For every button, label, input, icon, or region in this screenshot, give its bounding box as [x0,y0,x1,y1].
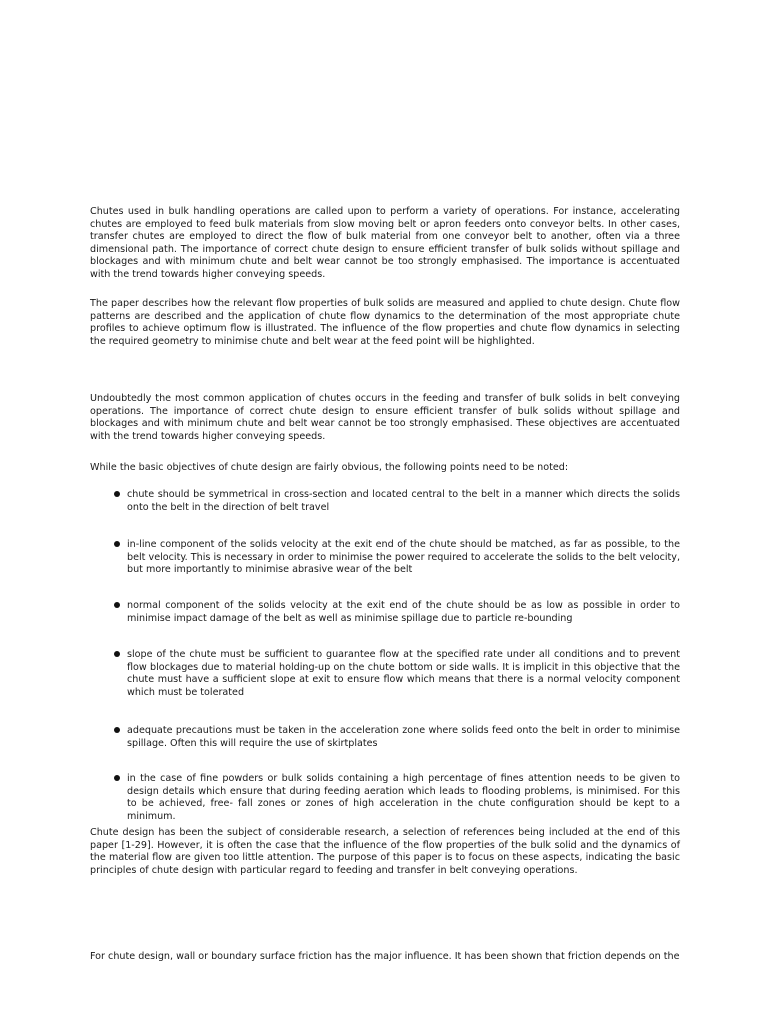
paragraph-introduction: Undoubtedly the most common application of chutes occurs in the feeding and transfer of bulk solids in belt conveying operations. The importance of correct chute design to ensure efficient transfer of bulk solids without spillage and blockages and with minimum chute and belt wear cannot be too strongly emphasised. These objectives are accentuated with the trend towards higher conveying speeds. [90,393,680,442]
bullet-icon [114,602,120,608]
bullet-icon [114,775,120,781]
list-item-text: in-line component of the solids velocity at the exit end of the chute should be matched, as far as possible, to the belt velocity. This is necessary in order to minimise the power required to accelerate the solids to the belt velocity, but more importantly to minimise abrasive wear of the belt [127,539,680,576]
paragraph-intro: Chutes used in bulk handling operations are called upon to perform a variety of operations. For instance, accelerating chutes are employed to feed bulk materials from slow moving belt or apron feeders onto conveyor belts. In other cases, transfer chutes are employed to direct the flow of bulk material from one conveyor belt to another, often via a three dimensional path. The importance of correct chute design to ensure efficient transfer of bulk solids without spillage and blockages and with minimum chute and belt wear cannot be too strongly emphasised. The importance is accentuated with the trend towards higher conveying speeds. [90,206,680,280]
bullet-icon [114,491,120,497]
list-item-text: adequate precautions must be taken in the acceleration zone where solids feed onto the belt in order to minimise spillage. Often this will require the use of skirtplates [127,725,680,749]
paragraph-chute-friction: For chute design, wall or boundary surface friction has the major influence. It has been shown that friction depends on the [90,951,680,962]
list-item-text: in the case of fine powders or bulk solids containing a high percentage of fines attention needs to be given to design details which ensure that during feeding aeration which leads to flooding problems, is minimised. For this to be achieved, free- fall zones or zones of high acceleration in the chute configuration should be kept to a minimum. [127,773,680,822]
paragraph-paper-description: The paper describes how the relevant flow properties of bulk solids are measured and applied to chute design. Chute flow patterns are described and the application of chute flow dynamics to the determination of the most appropriate chute profiles to achieve optimum flow is illustrated. The influence of the flow properties and chute flow dynamics in selecting the required geometry to minimise chute and belt wear at the feed point will be highlighted. [90,298,680,347]
document-page [90,0,680,1024]
paragraph-research-summary: Chute design has been the subject of considerable research, a selection of references being included at the end of this paper [1-29]. However, it is often the case that the influence of the flow properties of the bulk solid and the dynamics of the material flow are given too little attention. The purpose of this paper is to focus on these aspects, indicating the basic principles of chute design with particular regard to feeding and transfer in belt conveying operations. [90,827,680,876]
list-item-text: chute should be symmetrical in cross-section and located central to the belt in a manner which directs the solids onto the belt in the direction of belt travel [127,489,680,513]
bullet-icon [114,541,120,547]
list-item-text: slope of the chute must be sufficient to guarantee flow at the specified rate under all conditions and to prevent flow blockages due to material holding-up on the chute bottom or side walls. It is implicit in this objective that the chute must have a sufficient slope at exit to ensure flow which means that there is a normal velocity component which must be tolerated [127,649,680,698]
list-item-text: normal component of the solids velocity at the exit end of the chute should be as low as possible in order to minimise impact damage of the belt as well as minimise spillage due to particle re-bounding [127,600,680,624]
bullet-icon [114,727,120,733]
paragraph-objectives-lead: While the basic objectives of chute design are fairly obvious, the following points need to be noted: [90,462,569,473]
bullet-icon [114,651,120,657]
